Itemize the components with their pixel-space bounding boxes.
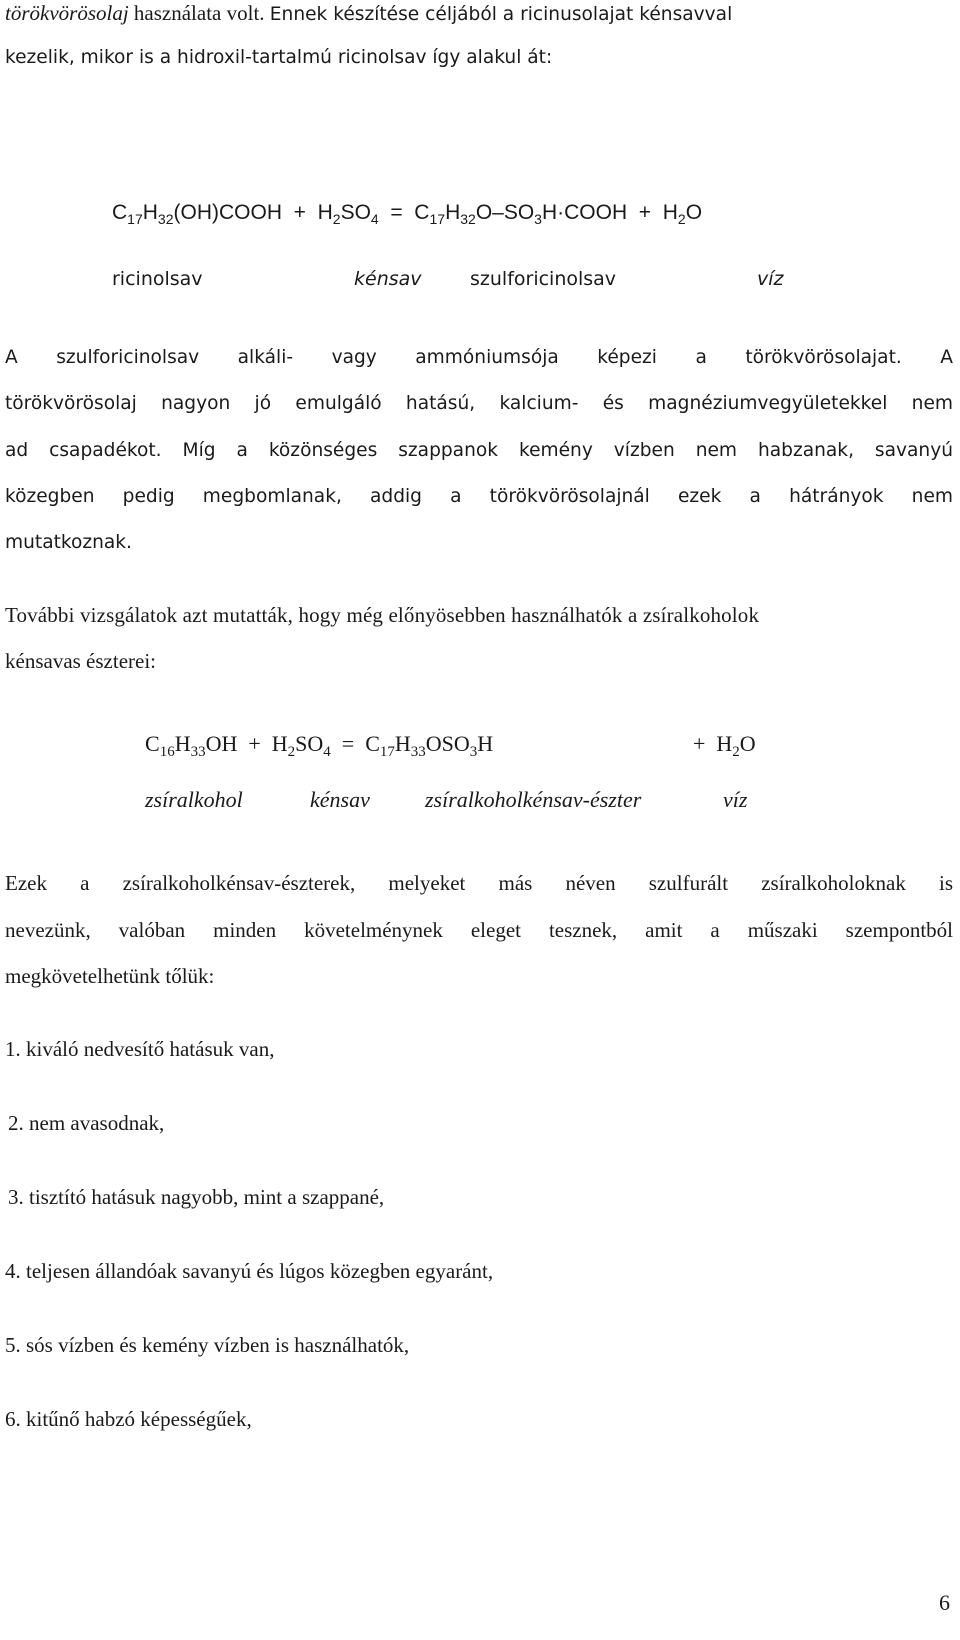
eq1-label-szulforicinolsav: szulforicinolsav	[470, 268, 617, 290]
list-item: 6. kitűnő habzó képességűek,	[5, 1407, 252, 1431]
eq2-label-zsiralkohol: zsíralkohol	[145, 787, 243, 812]
paragraph-2-line-2: kénsavas észterei:	[5, 649, 157, 673]
intro-serif-text: használata volt.	[128, 1, 265, 25]
intro-sans-text: Ennek készítése céljából a ricinusolajat kénsavval	[269, 4, 733, 25]
paragraph-1-line-4: közegben pedig megbomlanak, addig a törökvörösolajnál ezek a hátrányok nem	[5, 486, 953, 507]
paragraph-2-line-1: További vizsgálatok azt mutatták, hogy még előnyösebben használhatók a zsíralkoholok	[5, 603, 760, 627]
eq2-label-viz: víz	[723, 787, 748, 812]
eq1-label-ricinolsav: ricinolsav	[112, 268, 203, 290]
intro-line-2: kezelik, mikor is a hidroxil-tartalmú ricinolsav így alakul át:	[5, 47, 553, 68]
equation-2: $C_{16}H_{33}OH + H_2SO_4 = C_{17}H_{33}OSO_3H$	[145, 731, 494, 760]
equation-1: $C_{17}H_{32}(OH)COOH + H_2SO_4$ = $C_{17}H_{32}O-SO_3H\cdot COOH + H_2O$	[112, 201, 703, 227]
paragraph-1-line-3: ad csapadékot. Míg a közönséges szappanok kemény vízben nem habzanak, savanyú	[5, 440, 953, 461]
equation-2-water: + $H_2O$	[693, 731, 756, 760]
paragraph-3-line-1: Ezek a zsíralkoholkénsav-észterek, melyeket más néven szulfurált zsíralkoholoknak is	[5, 871, 953, 895]
list-item: 1. kiváló nedvesítő hatásuk van,	[5, 1037, 275, 1061]
intro-line-1	[5, 0, 732, 28]
intro-italic-term: törökvörösolaj	[5, 1, 129, 25]
list-item: 4. teljesen állandóak savanyú és lúgos közegben egyaránt,	[5, 1259, 494, 1283]
list-item: 3. tisztító hatásuk nagyobb, mint a szappané,	[8, 1185, 385, 1209]
paragraph-1-line-1: A szulforicinolsav alkáli- vagy ammóniumsója képezi a törökvörösolajat. A	[5, 347, 953, 368]
list-item: 2. nem avasodnak,	[8, 1111, 165, 1135]
list-item: 5. sós vízben és kemény vízben is használhatók,	[5, 1333, 410, 1357]
page-number: 6	[939, 1590, 950, 1615]
paragraph-3-line-2: nevezünk, valóban minden követelménynek eleget tesznek, amit a műszaki szempontból	[5, 918, 953, 942]
eq1-label-kensav: kénsav	[354, 268, 422, 290]
paragraph-3-line-3: megkövetelhetünk tőlük:	[5, 964, 215, 988]
paragraph-1-line-2: törökvörösolaj nagyon jó emulgáló hatású, kalcium- és magnéziumvegyületekkel nem	[5, 393, 953, 414]
eq2-label-eszter: zsíralkoholkénsav-észter	[425, 787, 642, 812]
eq2-label-kensav: kénsav	[310, 787, 370, 812]
eq1-label-viz: víz	[757, 268, 784, 290]
paragraph-1-line-5: mutatkoznak.	[5, 532, 132, 553]
